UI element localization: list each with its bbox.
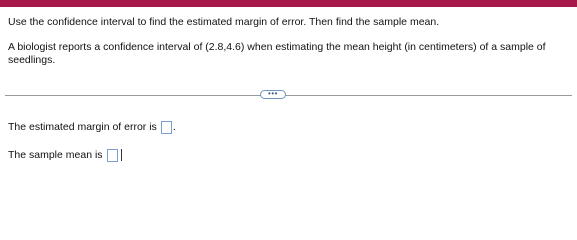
margin-of-error-period: . bbox=[172, 121, 176, 133]
sample-mean-label: The sample mean is bbox=[8, 149, 103, 161]
expand-more-button[interactable]: ••• bbox=[260, 90, 286, 99]
margin-of-error-input[interactable] bbox=[161, 121, 172, 134]
margin-of-error-row bbox=[8, 120, 176, 134]
question-instruction: Use the confidence interval to find the estimated margin of error. Then find the sample mean. bbox=[8, 16, 440, 28]
section-divider bbox=[5, 95, 572, 96]
sample-mean-input[interactable] bbox=[107, 149, 118, 162]
text-cursor bbox=[121, 149, 122, 161]
margin-of-error-label: The estimated margin of error is bbox=[8, 121, 157, 133]
sample-mean-row bbox=[8, 148, 122, 162]
problem-statement: A biologist reports a confidence interval of (2.8,4.6) when estimating the mean height (in centimeters) of a sample of seedlings. bbox=[8, 41, 546, 66]
header-accent-bar bbox=[0, 0, 577, 7]
